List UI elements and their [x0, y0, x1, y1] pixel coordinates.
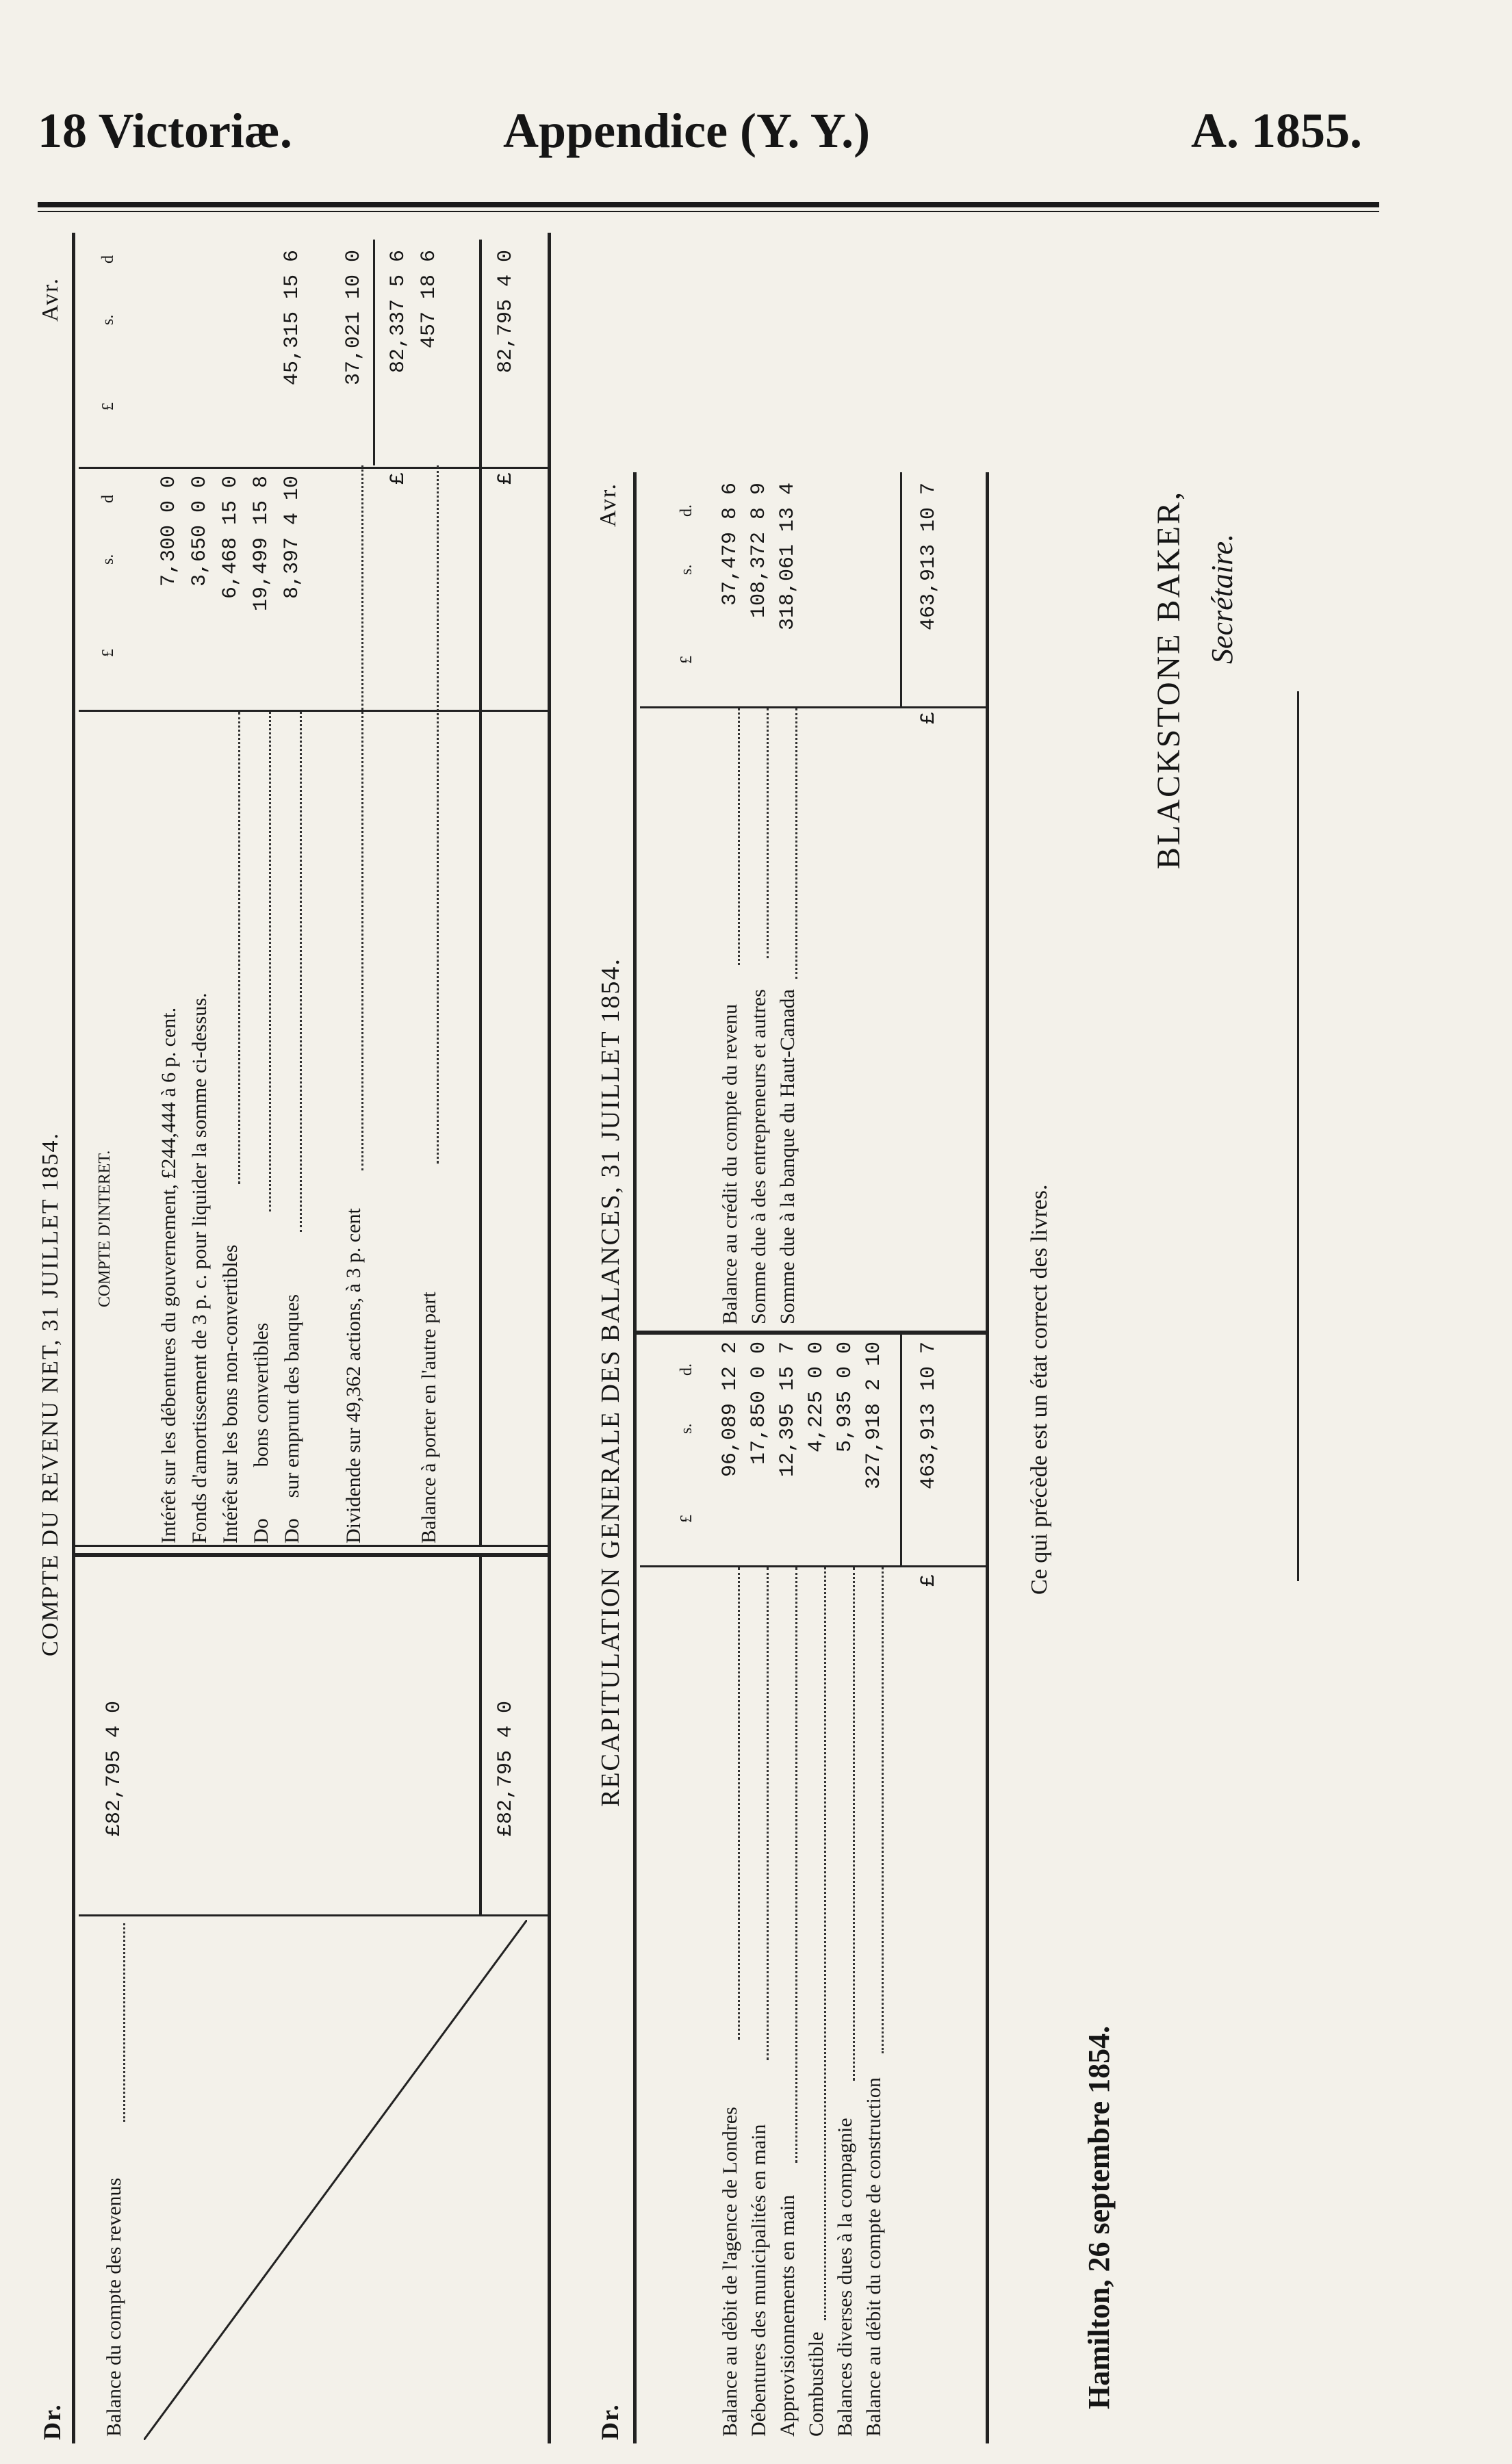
interest-heading-rule [79, 710, 548, 712]
header-left: 18 Victoriæ. [38, 103, 292, 158]
recap-right-total-currency: £ [917, 712, 940, 725]
dot-leader [738, 1567, 740, 2040]
revenue-title: COMPTE DU REVENU NET, 31 JUILLET 1854. [38, 1131, 63, 1656]
recap-right-3: Somme due à la banque du Haut-Canada [776, 989, 799, 1324]
recap-right-amt-3: 318,061 13 4 [776, 483, 799, 631]
place-and-date: Hamilton, 26 septembre 1854. [1082, 2025, 1116, 2409]
header-center: Appendice (Y. Y.) [503, 103, 871, 158]
revenue-left-amount-rule [79, 1914, 548, 1916]
recap-center-rule [633, 1331, 989, 1335]
recap-col-pence: d. [678, 1363, 695, 1376]
col-pound: £ [99, 649, 117, 657]
col-pence: d [99, 495, 117, 503]
recap-col-shilling: s. [678, 1423, 695, 1434]
subtotal-amt: 82,337 5 6 [387, 250, 410, 374]
recap-left-6: Balance au débit du compte de construction [862, 2077, 885, 2437]
recap-left-amt-1: 96,089 12 2 [719, 1342, 742, 1478]
subtotal-rule [373, 240, 375, 465]
interest-col-rule [79, 467, 548, 469]
blank-space-diagonal [144, 1920, 527, 2440]
recap-right-amt-2: 108,372 8 9 [747, 483, 771, 619]
revenue-bottom-rule [548, 233, 551, 2443]
dividend-item: Dividende sur 49,362 actions, à 3 p. cent [342, 1208, 365, 1543]
recap-right-total: 463,913 10 7 [917, 483, 940, 631]
recap-left-5: Balances diverses dues à la compagnie [834, 2118, 856, 2437]
interest-heading: COMPTE D'INTERET. [96, 1150, 114, 1307]
col-pence-2: d [99, 255, 117, 264]
recap-right-2: Somme due à des entrepreneurs et autres [747, 989, 770, 1324]
carry-forward-item: Balance à porter en l'autre part [418, 1292, 440, 1543]
total-currency: £ [494, 472, 517, 485]
recap-r-col-pence: d. [678, 504, 695, 517]
revenue-left-total-rule [479, 1557, 482, 1916]
dot-leader [437, 465, 439, 1164]
revenue-left-total: £82,795 4 0 [494, 1701, 517, 1837]
interest-item-3: Intérêt sur les bons non-convertibles [219, 1244, 242, 1543]
recap-top-rule [633, 472, 637, 2443]
col-shilling: s. [99, 554, 117, 565]
recap-left-1: Balance au débit de l'agence de Londres [719, 2107, 741, 2437]
recap-left-amt-2: 17,850 0 0 [747, 1342, 771, 1465]
dot-leader [767, 708, 769, 958]
revenue-top-rule [72, 233, 75, 2443]
col-shilling-2: s. [99, 314, 117, 325]
interest-subtotal: 45,315 15 6 [281, 250, 304, 386]
recap-col-pound: £ [678, 1515, 695, 1523]
dot-leader [853, 1567, 855, 2081]
recap-left-amt-5: 5,935 0 0 [834, 1342, 857, 1453]
dividend-amt: 37,021 10 0 [342, 250, 366, 386]
dot-leader [882, 1567, 884, 2053]
recap-left-total: 463,913 10 7 [917, 1342, 940, 1490]
recap-r-col-pound: £ [678, 656, 695, 664]
dot-leader [738, 708, 740, 965]
col-pound-2: £ [99, 402, 117, 411]
recap-left-3: Approvisionnements en main [776, 2194, 799, 2437]
interest-amt-5: 8,397 4 10 [281, 476, 304, 600]
revenue-dr: Dr. [38, 2403, 66, 2440]
interest-amt-3: 6,468 15 0 [219, 476, 242, 600]
signature-rule [1297, 691, 1299, 1581]
recap-avr: Avr. [595, 483, 621, 527]
interest-amt-4: 19,499 15 8 [250, 476, 273, 612]
carry-forward-amt: 457 18 6 [418, 250, 441, 349]
recap-left-amt-4: 4,225 0 0 [805, 1342, 828, 1453]
dot-leader [795, 708, 797, 979]
revenue-avr: Avr. [38, 277, 63, 322]
dot-leader [123, 1923, 125, 2122]
recap-title: RECAPITULATION GENERALE DES BALANCES, 31 JUILLET 1854. [596, 958, 625, 1807]
dot-leader [300, 712, 302, 1232]
recap-r-col-shilling: s. [678, 564, 695, 575]
dot-leader [767, 1567, 769, 2060]
recap-left-4: Combustible [805, 2331, 828, 2437]
recap-right-1: Balance au crédit du compte du revenu [719, 1003, 741, 1324]
total-rule [479, 240, 482, 1547]
interest-amt-2: 3,650 0 0 [188, 476, 212, 587]
certification-note: Ce qui précède est un état correct des livres. [1027, 1184, 1052, 1595]
interest-amt-1: 7,300 0 0 [157, 476, 181, 587]
recap-left-2: Débentures des municipalités en main [747, 2124, 770, 2437]
recap-right-col-rule [640, 706, 986, 708]
subtotal-currency: £ [387, 472, 410, 485]
revenue-left-item: Balance du compte des revenus [103, 2177, 125, 2437]
interest-item-1: Intérêt sur les débentures du gouvernement, £244,444 à 6 p. cent. [157, 1007, 180, 1543]
recap-dr: Dr. [596, 2403, 624, 2440]
recap-left-col-rule [640, 1565, 986, 1567]
recap-bottom-rule [986, 472, 989, 2443]
interest-item-4: Do bons convertibles [250, 1322, 272, 1543]
signer-name: BLACKSTONE BAKER, [1151, 489, 1187, 869]
dot-leader [361, 465, 363, 1170]
recap-left-total-rule [900, 1335, 902, 1567]
signer-role: Secrétaire. [1205, 533, 1239, 664]
recap-right-amt-1: 37,479 8 6 [719, 483, 742, 606]
recap-right-total-rule [900, 472, 902, 708]
recap-left-amt-3: 12,395 15 7 [776, 1342, 799, 1478]
header-right: A. 1855. [1191, 103, 1362, 158]
revenue-left-amount: £82,795 4 0 [103, 1701, 126, 1837]
revenue-total: 82,795 4 0 [494, 250, 517, 374]
recap-left-amt-6: 327,918 2 10 [862, 1342, 886, 1490]
dot-leader [795, 1567, 797, 2163]
dot-leader [238, 712, 240, 1184]
dot-leader [269, 712, 271, 1211]
dot-leader [824, 1567, 826, 2320]
interest-item-5: Do sur emprunt des banques [281, 1294, 303, 1543]
interest-item-2: Fonds d'amortissement de 3 p. c. pour liquider la somme ci-dessus. [188, 992, 211, 1543]
recap-left-total-currency: £ [917, 1574, 940, 1587]
